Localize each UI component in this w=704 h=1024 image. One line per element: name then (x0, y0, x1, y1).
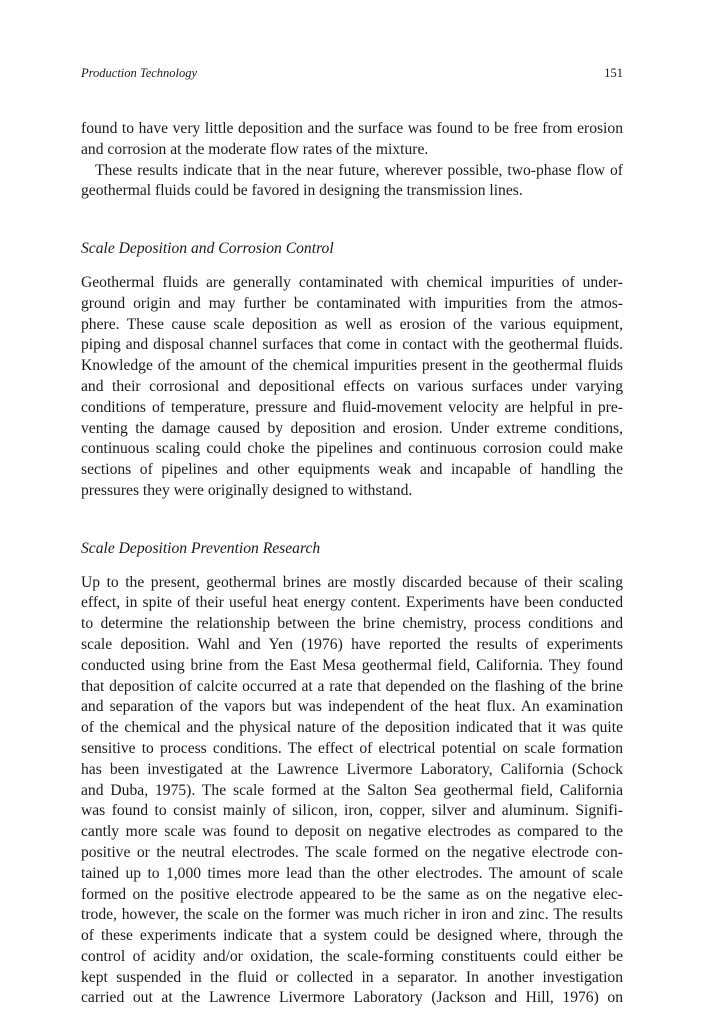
page-number: 151 (604, 66, 623, 80)
text-line: and corrosion at the moderate flow rates of the mixture. (81, 140, 429, 158)
text-line: has been investigated at the Lawrence Livermore Laboratory, California (Schock (81, 760, 623, 778)
text-line: These results indicate that in the near future, wherever possible, two-phase flow of (95, 161, 623, 179)
text-line: formed on the positive electrode appeared to be the same as on the negative elec- (81, 885, 623, 903)
text-line: continuous scaling could choke the pipelines and continuous corrosion could make (81, 440, 623, 458)
text-line: conditions of temperature, pressure and fluid-movement velocity are helpful in pre- (81, 398, 623, 416)
text-line: sensitive to process conditions. The effect of electrical potential on scale formation (81, 739, 623, 757)
text-line: of these experiments indicate that a system could be designed where, through the (81, 927, 623, 945)
paragraph (81, 573, 623, 1010)
text-line: effect, in spite of their useful heat energy content. Experiments have been conducted (81, 594, 623, 612)
text-line: found to have very little deposition and the surface was found to be free from erosion (81, 120, 623, 137)
text-line: ground origin and may further be contaminated with impurities from the atmos- (81, 294, 623, 312)
paragraph (81, 119, 623, 161)
text-line: venting the damage caused by deposition and erosion. Under extreme conditions, (81, 419, 623, 437)
section (81, 119, 623, 202)
text-line: geothermal fluids could be favored in designing the transmission lines. (81, 182, 523, 200)
text-line: pressures they were originally designed to withstand. (81, 481, 413, 499)
paragraph (81, 273, 623, 502)
running-title: Production Technology (81, 66, 198, 80)
text-line: cantly more scale was found to deposit on negative electrodes as compared to the (81, 823, 623, 841)
text-line: Up to the present, geothermal brines are mostly discarded because of their scaling (81, 573, 623, 591)
text-line: positive or the neutral electrodes. The scale formed on the negative electrode con- (81, 843, 623, 861)
text-line: piping and disposal channel surfaces that come in contact with the geothermal fluids. (81, 336, 623, 354)
paragraph (81, 161, 623, 203)
text-line: to determine the relationship between the brine chemistry, process conditions and (81, 615, 623, 633)
text-line: kept suspended in the fluid or collected in a separator. In another investigation (81, 968, 623, 986)
text-line: and Duba, 1975). The scale formed at the Salton Sea geothermal field, California (81, 781, 623, 799)
text-line: scale deposition. Wahl and Yen (1976) have reported the results of experiments (81, 635, 623, 653)
text-line: was found to consist mainly of silicon, iron, copper, silver and aluminum. Signifi- (81, 802, 623, 820)
text-line: and separation of the vapors but was independent of the heat flux. An examination (81, 698, 623, 716)
section-heading: Scale Deposition Prevention Research (81, 539, 321, 557)
page-body (81, 119, 623, 1009)
section (81, 502, 623, 1010)
text-line: that deposition of calcite occurred at a rate that depended on the flashing of the brine (81, 677, 623, 695)
section-heading: Scale Deposition and Corrosion Control (81, 240, 334, 258)
text-line: trode, however, the scale on the former was much richer in iron and zinc. The results (81, 906, 623, 924)
text-line: sections of pipelines and other equipments weak and incapable of handling the (81, 461, 623, 479)
text-line: Knowledge of the amount of the chemical impurities present in the geothermal fluids (81, 357, 623, 375)
text-line: of the chemical and the physical nature of the deposition indicated that it was quite (81, 719, 623, 737)
text-line: Geothermal fluids are generally contaminated with chemical impurities of under- (81, 273, 623, 291)
text-line: and their corrosional and depositional effects on various surfaces under varying (81, 377, 623, 395)
text-line: tained up to 1,000 times more lead than the other electrodes. The amount of scale (81, 864, 623, 882)
text-line: carried out at the Lawrence Livermore Laboratory (Jackson and Hill, 1976) on (81, 989, 623, 1007)
text-line: phere. These cause scale deposition as well as erosion of the various equipment, (81, 315, 623, 333)
text-line: conducted using brine from the East Mesa geothermal field, California. They found (81, 656, 623, 674)
text-line: control of acidity and/or oxidation, the scale-forming constituents could either be (81, 947, 623, 965)
section (81, 202, 623, 502)
